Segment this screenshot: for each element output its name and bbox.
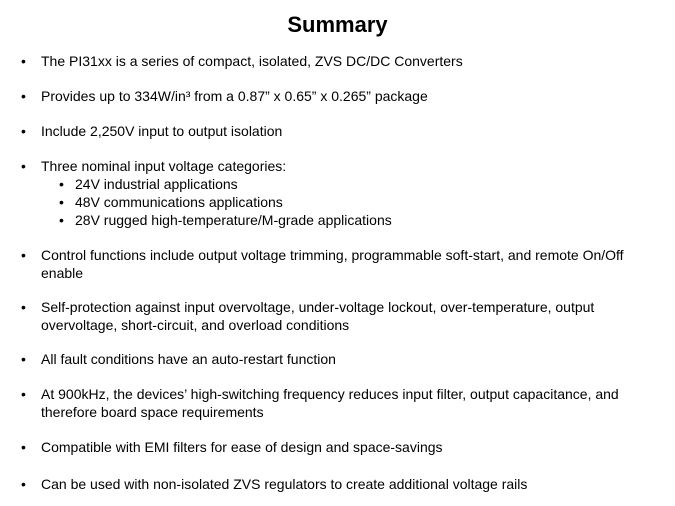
bullet-marker: •: [21, 247, 26, 263]
sub-bullet-text: 28V rugged high-temperature/M-grade applications: [75, 212, 392, 228]
sub-bullet-marker: •: [59, 212, 64, 228]
bullet-text: Self-protection against input overvoltage, under-voltage lockout, over-temperature, output overvoltage, short-circuit, and overload conditions: [41, 299, 595, 333]
sub-bullet-marker: •: [59, 194, 64, 210]
bullet-marker: •: [21, 439, 26, 455]
bullet-text: Provides up to 334W/in³ from a 0.87” x 0.65” x 0.265” package: [41, 88, 428, 104]
bullet-marker: •: [21, 158, 26, 174]
sub-bullet-text: 24V industrial applications: [75, 176, 238, 192]
bullet-marker: •: [21, 476, 26, 492]
bullet-text: The PI31xx is a series of compact, isolated, ZVS DC/DC Converters: [41, 53, 463, 69]
bullet-text: At 900kHz, the devices’ high-switching frequency reduces input filter, output capacitance, and therefore board space requirements: [41, 386, 619, 420]
bullet-marker: •: [21, 88, 26, 104]
sub-bullet-text: 48V communications applications: [75, 194, 283, 210]
bullet-marker: •: [21, 123, 26, 139]
bullet-marker: •: [21, 351, 26, 367]
bullet-text: Can be used with non-isolated ZVS regulators to create additional voltage rails: [41, 476, 528, 492]
bullet-text: Control functions include output voltage trimming, programmable soft-start, and remote On/Off enable: [41, 247, 624, 281]
bullet-text: Compatible with EMI filters for ease of design and space-savings: [41, 439, 443, 455]
bullet-text: Include 2,250V input to output isolation: [41, 123, 283, 139]
slide-title: Summary: [287, 12, 388, 37]
bullet-text: All fault conditions have an auto-restart function: [41, 351, 336, 367]
bullet-marker: •: [21, 386, 26, 402]
bullet-marker: •: [21, 53, 26, 69]
bullet-text: Three nominal input voltage categories:: [41, 158, 287, 174]
sub-bullet-marker: •: [59, 176, 64, 192]
bullet-marker: •: [21, 299, 26, 315]
